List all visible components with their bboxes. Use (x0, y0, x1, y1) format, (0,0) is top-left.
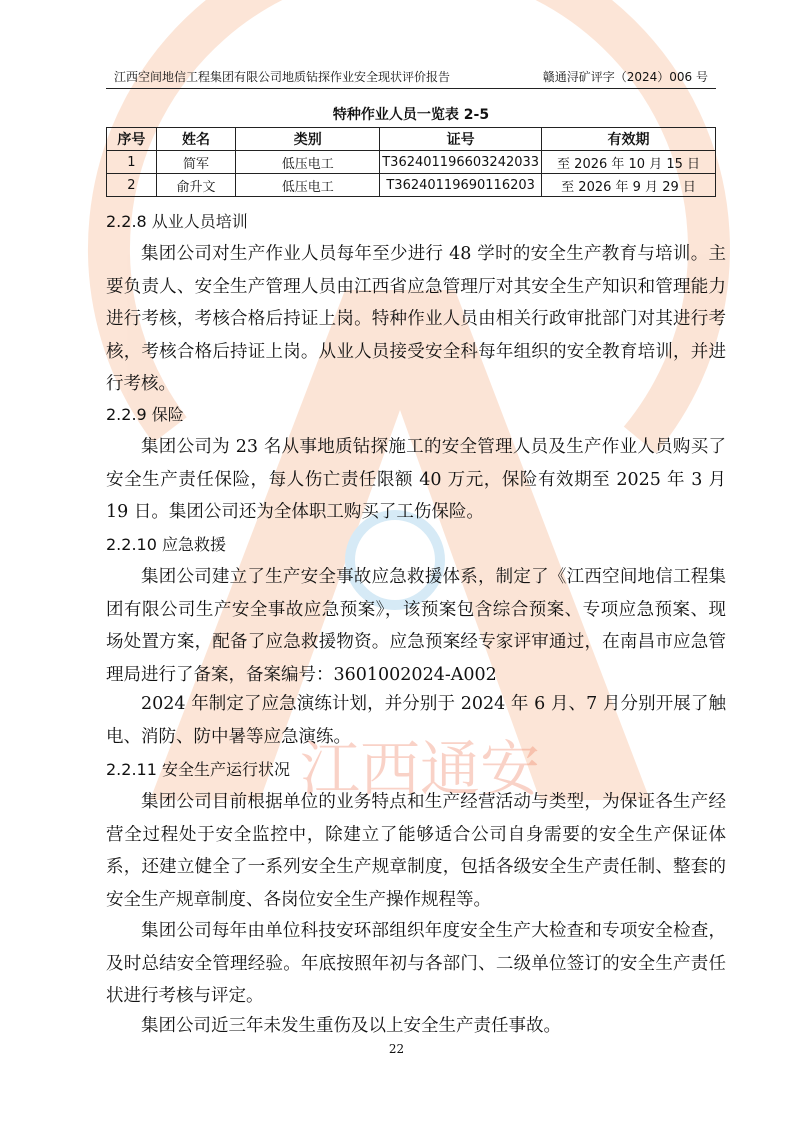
col-header-name: 姓名 (156, 128, 236, 151)
table-row (107, 151, 716, 174)
cell-category: 低压电工 (236, 174, 380, 197)
paragraph-emergency-system: 集团公司建立了生产安全事故应急救援体系，制定了《江西空间地信工程集团有限公司生产安全事故应急预案》，该预案包含综合预案、专项应急预案、现场处置方案，配备了应急救援物资。应急预案经专家评审通过，在南昌市应急管理局进行了备案，备案编号：3601002024-A002 (106, 567, 726, 685)
cell-validity: 至 2026 年 9 月 29 日 (542, 174, 716, 197)
paragraph-emergency-drills: 2024 年制定了应急演练计划，并分别于 2024 年 6 月、7 月分别开展了触电、消防、防中暑等应急演练。 (106, 694, 726, 747)
watermark-text: 江西通安 (300, 735, 540, 805)
heading-2-2-9: 2.2.9 保险 (106, 405, 184, 424)
table-caption: 特种作业人员一览表 2-5 (332, 107, 490, 123)
cell-cert-no: T36240119690116203 (380, 174, 542, 197)
heading-2-2-8: 2.2.8 从业人员培训 (106, 212, 248, 231)
paragraph-training: 集团公司对生产作业人员每年至少进行 48 学时的安全生产教育与培训。主要负责人、安全生产管理人员由江西省应急管理厅对其安全生产知识和管理能力进行考核，考核合格后持证上岗。特种作业人员由相关行政审批部门对其进行考核，考核合格后持证上岗。从业人员接受安全科每年组织的安全教育培训，并进行考核。 (106, 244, 726, 394)
cell-seq: 2 (107, 174, 157, 197)
heading-2-2-10: 2.2.10 应急救援 (106, 535, 226, 554)
col-header-seq: 序号 (107, 128, 157, 151)
col-header-cert-no: 证号 (380, 128, 542, 151)
heading-2-2-11: 2.2.11 安全生产运行状况 (106, 760, 290, 779)
paragraph-insurance: 集团公司为 23 名从事地质钻探施工的安全管理人员及生产作业人员购买了安全生产责任保险，每人伤亡责任限额 40 万元，保险有效期至 2025 年 3 月 19 日。集团公司还为全体职工购买了工伤保险。 (106, 437, 726, 522)
cell-name: 简军 (156, 151, 236, 174)
cell-name: 俞升文 (156, 174, 236, 197)
header-divider (106, 88, 716, 89)
special-operators-table (106, 127, 716, 197)
cell-validity: 至 2026 年 10 月 15 日 (542, 151, 716, 174)
cell-category: 低压电工 (236, 151, 380, 174)
header-report-title: 江西空间地信工程集团有限公司地质钻探作业安全现状评价报告 (114, 70, 451, 84)
paragraph-safety-system: 集团公司目前根据单位的业务特点和生产经营活动与类型，为保证各生产经营全过程处于安全监控中，除建立了能够适合公司自身需要的安全生产保证体系，还建立健全了一系列安全生产规章制度，包括各级安全生产责任制、整套的安全生产规章制度、各岗位安全生产操作规程等。 (106, 792, 726, 910)
table-row (107, 174, 716, 197)
page-header (106, 66, 716, 84)
cell-seq: 1 (107, 151, 157, 174)
table-header-row (107, 128, 716, 151)
cell-cert-no: T362401196603242033 (380, 151, 542, 174)
paragraph-accident-record: 集团公司近三年未发生重伤及以上安全生产责任事故。 (141, 1016, 561, 1036)
page-number: 22 (388, 1042, 405, 1056)
paragraph-safety-inspection: 集团公司每年由单位科技安环部组织年度安全生产大检查和专项安全检查，及时总结安全管理经验。年底按照年初与各部门、二级单位签订的安全生产责任状进行考核与评定。 (106, 921, 726, 1006)
col-header-validity: 有效期 (542, 128, 716, 151)
col-header-category: 类别 (236, 128, 380, 151)
header-report-number: 赣通浔矿评字（2024）006 号 (542, 70, 708, 84)
